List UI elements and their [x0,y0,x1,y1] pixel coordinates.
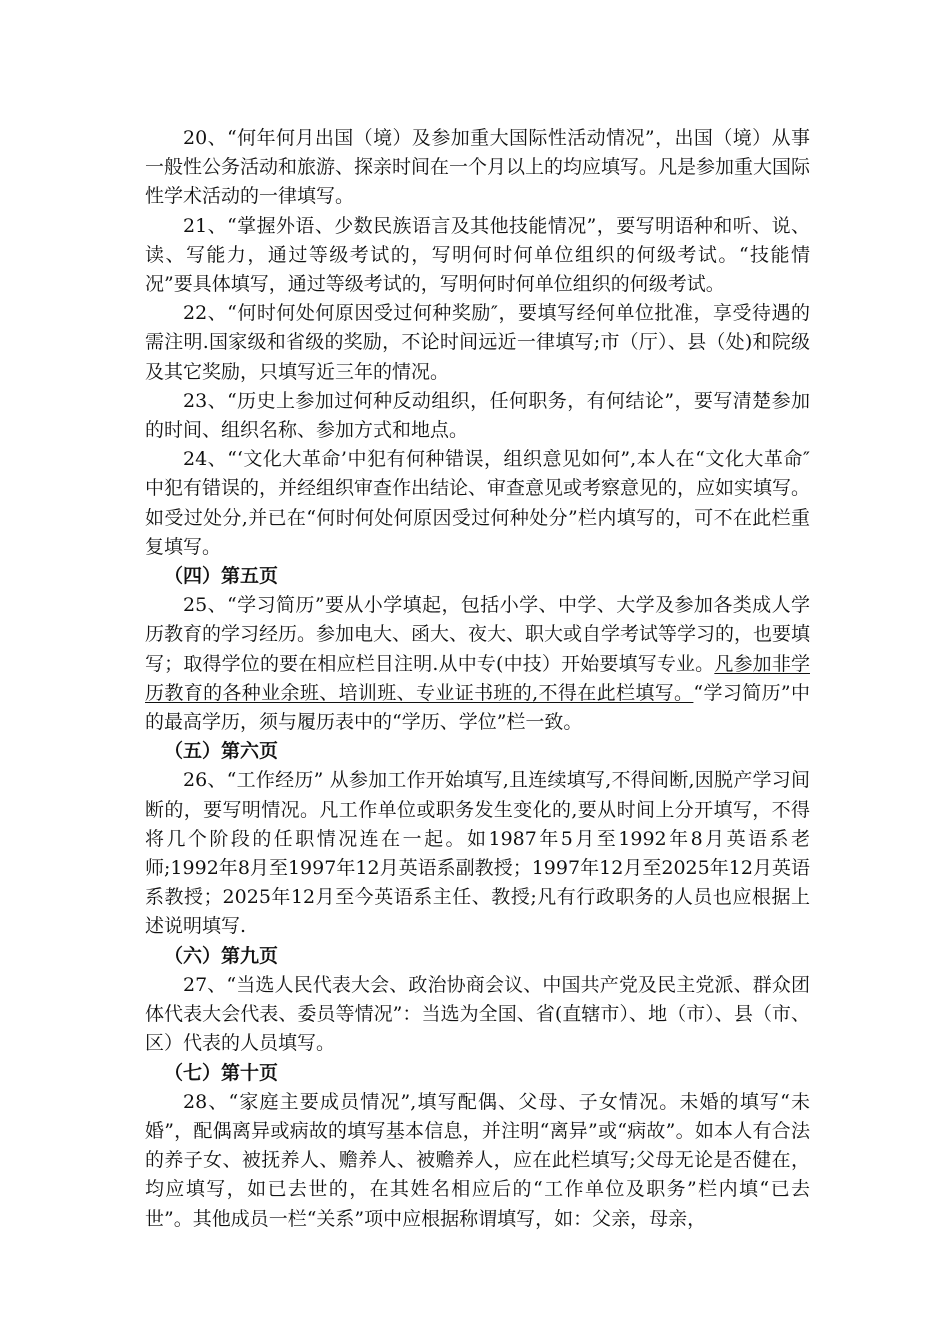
paragraph-25-part-a: 25、“学习简历”要从小学填起，包括小学、中学、大学及参加各类成人学历教育的学习经历。参加电大、函大、夜大、职大或自学考试等学习的，也要填写；取得学位的要在相应栏目注明.从中专(中技）开始要填写专业。 [145,594,811,675]
paragraph-27: 27、“当选人民代表大会、政治协商会议、中国共产党及民主党派、群众团体代表大会代表、委员等情况”：当选为全国、省(直辖市）、地（市）、县（市、区）代表的人员填写。 [145,973,810,1055]
section-heading-page-9: （六）第九页 [164,944,279,967]
paragraph-20: 20、“何年何月出国（境）及参加重大国际性活动情况”，出国（境）从事一般性公务活动和旅游、探亲时间在一个月以上的均应填写。凡是参加重大国际性学术活动的一律填写。 [145,127,811,208]
paragraph-25 [145,591,810,737]
paragraph-25-underlined: 凡参加非学历教育的各种业余班、培训班、专业证书班的,不得在此栏填写。 [145,652,810,704]
paragraph-22: 22、“何时何处何原因受过何种奖励″，要填写经何单位批准，享受待遇的需注明.国家级和省级的奖励，不论时间远近一律填写;市（厅）、县（处)和院级及其它奖励，只填写近三年的情况。 [145,302,810,383]
document-body [145,124,810,1234]
paragraph-21: 21、“掌握外语、少数民族语言及其他技能情况”，要写明语种和听、说、读、写能力，通过等级考试的，写明何时何单位组织的何级考试。“技能情况”要具体填写，通过等级考试的，写明何时何单位组织的何级考试。 [145,214,810,296]
paragraph-28: 28、“家庭主要成员情况”,填写配偶、父母、子女情况。未婚的填写“未婚”，配偶离异或病故的填写基本信息，并注明“离异”或“病故”。如本人有合法的养子女、被抚养人、赡养人、被赡养人，应在此栏填写;父母无论是否健在，均应填写，如已去世的，在其姓名相应后的“工作单位及职务”栏内填“已去世”。其他成员一栏“关系”项中应根据称谓填写，如：父亲，母亲， [145,1090,810,1230]
paragraph-25-part-b: “学习简历”中的最高学历，须与履历表中的“学历、学位”栏一致。 [145,681,810,734]
paragraph-23: 23、“历史上参加过何种反动组织，任何职务，有何结论”，要写清楚参加的时间、组织名称、参加方式和地点。 [145,389,810,442]
section-heading-page-6: （五）第六页 [164,740,279,763]
paragraph-24: 24、“‘文化大革命’中犯有何种错误，组织意见如何”,本人在“文化大革命″中犯有错误的，并经组织审查作出结论、审查意见或考察意见的，应如实填写。如受过处分,并已在“何时何处何原因受过何种处分”栏内填写的，可不在此栏重复填写。 [145,448,811,558]
section-heading-page-5: （四）第五页 [164,565,279,588]
paragraph-26: 26、“工作经历” 从参加工作开始填写,且连续填写,不得间断,因脱产学习间断的，要写明情况。凡工作单位或职务发生变化的,要从时间上分开填写，不得将几个阶段的任职情况连在一起。如1987年5月至1992年8月英语系老师;1992年8月至1997年12月英语系副教授；1997年12月至2025年12月英语系教授；2025年12月至今英语系主任、教授;凡有行政职务的人员也应根据上述说明填写. [145,769,810,938]
section-heading-page-10: （七）第十页 [164,1061,279,1084]
